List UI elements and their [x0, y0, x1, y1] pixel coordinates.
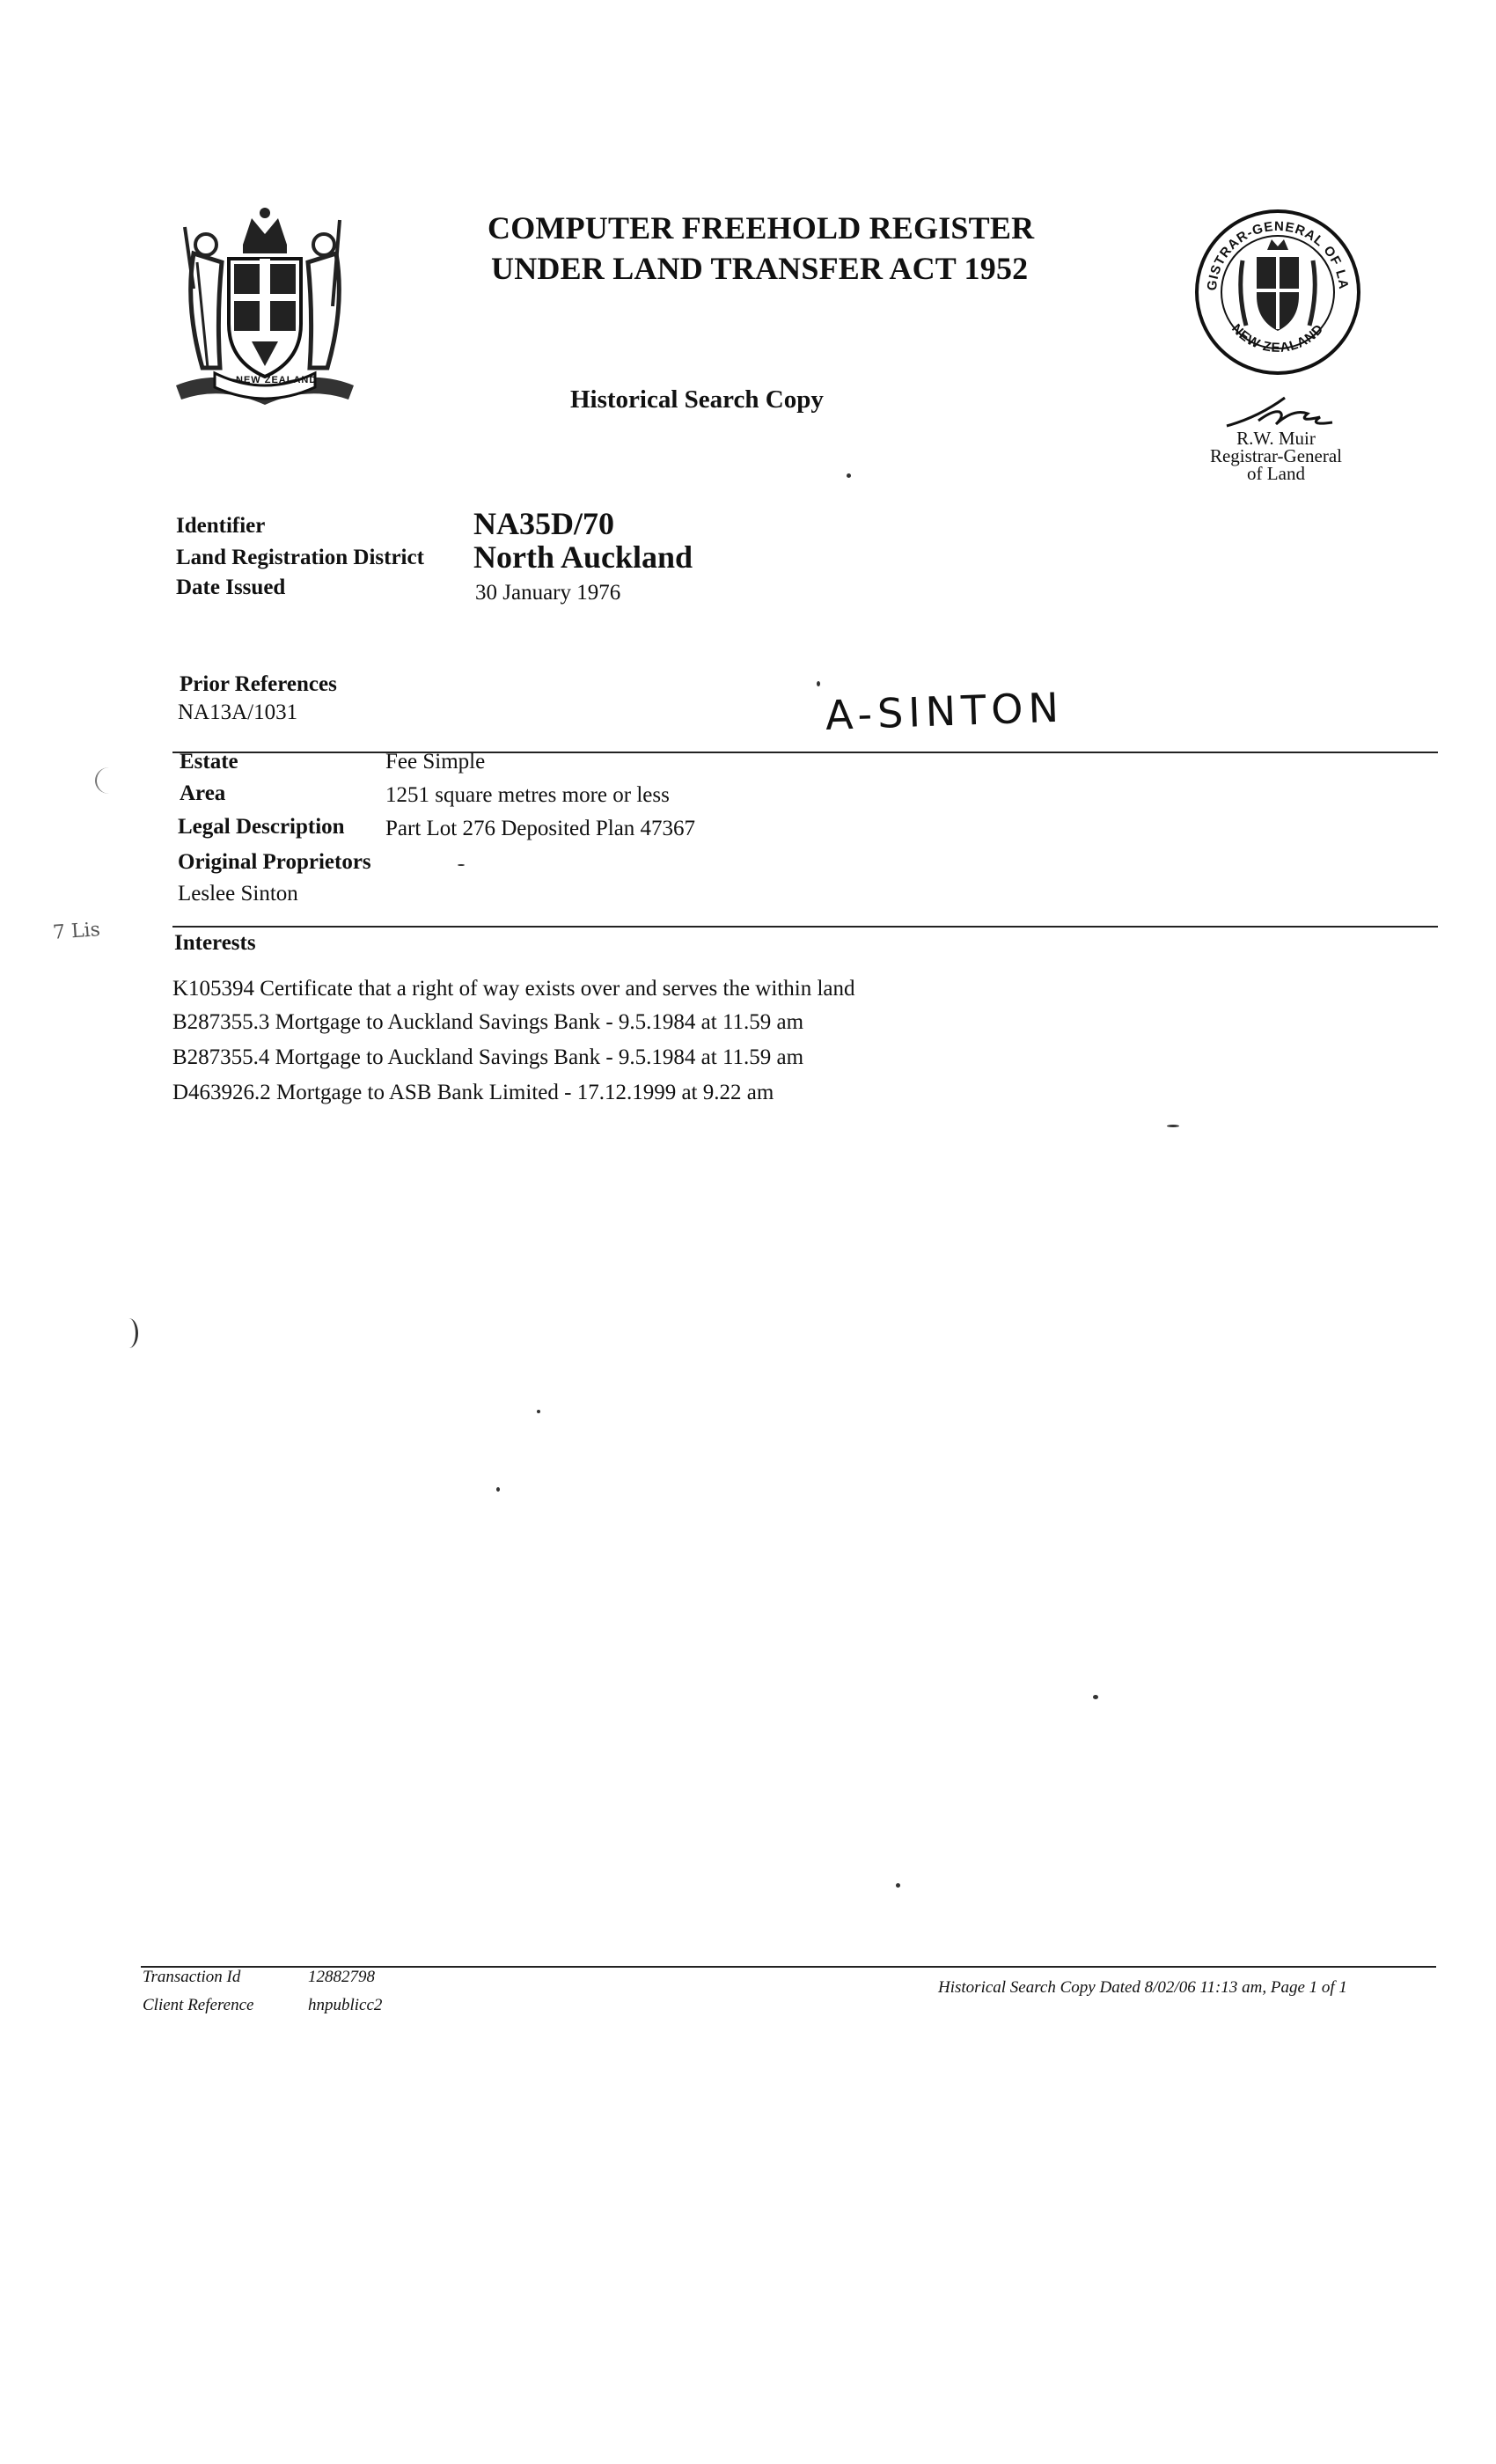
margin-mark — [95, 767, 123, 794]
interest-item: B287355.3 Mortgage to Auckland Savings Bank - 9.5.1984 at 11.59 am — [172, 1010, 804, 1034]
interest-item: K105394 Certificate that a right of way exists over and serves the within land — [172, 977, 855, 1001]
signatory-title-line1: Registrar-General — [1209, 445, 1342, 466]
interest-item: D463926.2 Mortgage to ASB Bank Limited - 17.12.1999 at 9.22 am — [172, 1081, 774, 1104]
legal-description-label: Legal Description — [178, 815, 345, 839]
section-divider-top — [172, 752, 1438, 753]
document-subtitle: Historical Search Copy — [570, 385, 824, 414]
legal-description-value: Part Lot 276 Deposited Plan 47367 — [385, 817, 696, 840]
signatory-block — [1170, 429, 1382, 482]
scan-speck — [847, 473, 851, 478]
transaction-id-value: 12882798 — [308, 1968, 375, 1986]
scan-speck — [896, 1883, 900, 1888]
district-label: Land Registration District — [176, 546, 424, 569]
estate-value: Fee Simple — [385, 750, 486, 774]
signatory-name: R.W. Muir — [1236, 428, 1316, 449]
identifier-label: Identifier — [176, 514, 266, 538]
original-proprietors-label: Original Proprietors — [178, 850, 371, 874]
prior-references-label: Prior References — [180, 672, 337, 696]
client-reference-value: hnpublicc2 — [308, 1996, 383, 2014]
registrar-signature-icon — [1223, 391, 1338, 431]
signatory-title-line2: of Land — [1247, 463, 1305, 484]
document-title-line1: COMPUTER FREEHOLD REGISTER — [488, 210, 1035, 246]
scan-speck — [1167, 1125, 1179, 1127]
date-issued-value: 30 January 1976 — [475, 581, 621, 605]
original-proprietors-value: Leslee Sinton — [178, 882, 298, 906]
margin-mark — [120, 1318, 138, 1348]
client-reference-label: Client Reference — [143, 1996, 254, 2014]
document-title-line2: UNDER LAND TRANSFER ACT 1952 — [491, 251, 1029, 286]
transaction-id-label: Transaction Id — [143, 1968, 241, 1986]
registrar-general-seal-icon — [1190, 204, 1366, 380]
seal-ring-bottom: NEW ZEALAND — [1228, 321, 1327, 356]
date-issued-label: Date Issued — [176, 576, 286, 599]
section-divider-bottom — [172, 926, 1438, 928]
seal-ring-top: GISTRAR-GENERAL OF LA — [1204, 218, 1352, 292]
scan-speck — [817, 681, 820, 686]
interest-item: B287355.4 Mortgage to Auckland Savings Bank - 9.5.1984 at 11.59 am — [172, 1045, 804, 1069]
scan-speck — [1093, 1695, 1098, 1699]
scan-speck — [537, 1410, 540, 1413]
scan-speck — [458, 864, 465, 866]
area-label: Area — [180, 781, 226, 805]
identifier-value: NA35D/70 — [473, 506, 614, 541]
scan-speck — [496, 1487, 500, 1492]
search-copy-dated: Historical Search Copy Dated 8/02/06 11:13 am, Page 1 of 1 — [938, 1978, 1347, 1997]
district-value: North Auckland — [473, 539, 693, 575]
estate-label: Estate — [180, 750, 238, 774]
handwritten-note: A-SINTON — [825, 683, 1065, 739]
crest-banner: NEW ZEALAND — [236, 375, 318, 385]
margin-scribble: 7 Lis — [52, 919, 101, 944]
prior-references-value: NA13A/1031 — [178, 700, 298, 724]
interests-label: Interests — [174, 931, 256, 955]
area-value: 1251 square metres more or less — [385, 783, 670, 807]
